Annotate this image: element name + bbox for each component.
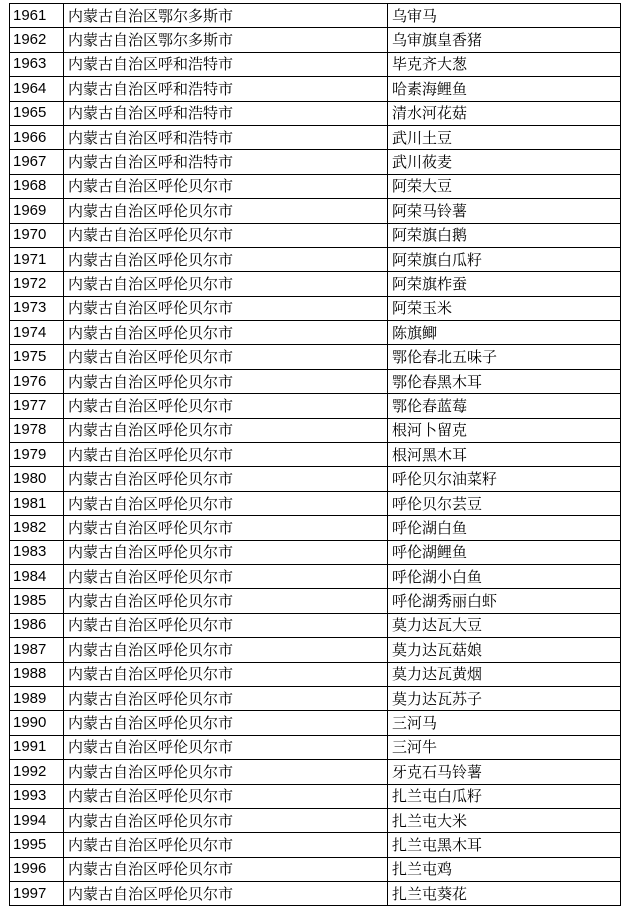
product-cell: 扎兰屯葵花 (388, 882, 621, 906)
region-cell: 内蒙古自治区呼伦贝尔市 (64, 394, 388, 418)
table-row (10, 4, 621, 28)
product-cell: 武川莜麦 (388, 150, 621, 174)
table-row (10, 467, 621, 491)
region-cell: 内蒙古自治区呼伦贝尔市 (64, 686, 388, 710)
region-cell: 内蒙古自治区呼伦贝尔市 (64, 174, 388, 198)
row-number-cell: 1984 (10, 564, 64, 588)
row-number-cell: 1997 (10, 882, 64, 906)
product-cell: 鄂伦春蓝莓 (388, 394, 621, 418)
region-cell: 内蒙古自治区鄂尔多斯市 (64, 4, 388, 28)
region-cell: 内蒙古自治区呼伦贝尔市 (64, 808, 388, 832)
region-cell: 内蒙古自治区呼和浩特市 (64, 125, 388, 149)
row-number-cell: 1980 (10, 467, 64, 491)
table-row (10, 516, 621, 540)
product-cell: 扎兰屯大米 (388, 808, 621, 832)
row-number-cell: 1972 (10, 272, 64, 296)
product-cell: 莫力达瓦菇娘 (388, 638, 621, 662)
region-cell: 内蒙古自治区呼伦贝尔市 (64, 199, 388, 223)
table-row (10, 589, 621, 613)
table-row (10, 613, 621, 637)
row-number-cell: 1973 (10, 296, 64, 320)
row-number-cell: 1962 (10, 28, 64, 52)
region-cell: 内蒙古自治区呼伦贝尔市 (64, 711, 388, 735)
row-number-cell: 1990 (10, 711, 64, 735)
table-row (10, 223, 621, 247)
region-cell: 内蒙古自治区呼伦贝尔市 (64, 784, 388, 808)
row-number-cell: 1985 (10, 589, 64, 613)
region-cell: 内蒙古自治区呼伦贝尔市 (64, 369, 388, 393)
product-cell: 呼伦贝尔油菜籽 (388, 467, 621, 491)
product-cell: 扎兰屯黑木耳 (388, 833, 621, 857)
region-cell: 内蒙古自治区呼伦贝尔市 (64, 662, 388, 686)
table-row (10, 711, 621, 735)
table-row (10, 369, 621, 393)
product-cell: 扎兰屯白瓜籽 (388, 784, 621, 808)
table-row (10, 662, 621, 686)
table-row (10, 296, 621, 320)
row-number-cell: 1978 (10, 418, 64, 442)
product-cell: 鄂伦春北五味子 (388, 345, 621, 369)
product-cell: 陈旗鲫 (388, 321, 621, 345)
table-row (10, 857, 621, 881)
region-cell: 内蒙古自治区呼和浩特市 (64, 101, 388, 125)
region-cell: 内蒙古自治区呼伦贝尔市 (64, 857, 388, 881)
table-row (10, 28, 621, 52)
row-number-cell: 1994 (10, 808, 64, 832)
region-cell: 内蒙古自治区呼伦贝尔市 (64, 321, 388, 345)
table-row (10, 686, 621, 710)
region-cell: 内蒙古自治区呼伦贝尔市 (64, 613, 388, 637)
table-row (10, 247, 621, 271)
row-number-cell: 1977 (10, 394, 64, 418)
product-cell: 乌审马 (388, 4, 621, 28)
region-cell: 内蒙古自治区呼伦贝尔市 (64, 589, 388, 613)
product-cell: 莫力达瓦大豆 (388, 613, 621, 637)
document-page (9, 3, 620, 906)
row-number-cell: 1993 (10, 784, 64, 808)
table-row (10, 125, 621, 149)
product-cell: 武川土豆 (388, 125, 621, 149)
row-number-cell: 1975 (10, 345, 64, 369)
table-row (10, 784, 621, 808)
product-cell: 阿荣马铃薯 (388, 199, 621, 223)
table-row (10, 808, 621, 832)
row-number-cell: 1976 (10, 369, 64, 393)
table-row (10, 540, 621, 564)
table-row (10, 760, 621, 784)
region-cell: 内蒙古自治区呼伦贝尔市 (64, 272, 388, 296)
region-cell: 内蒙古自治区呼伦贝尔市 (64, 296, 388, 320)
table-row (10, 52, 621, 76)
product-cell: 根河黑木耳 (388, 443, 621, 467)
product-cell: 呼伦湖白鱼 (388, 516, 621, 540)
product-cell: 莫力达瓦苏子 (388, 686, 621, 710)
product-cell: 阿荣玉米 (388, 296, 621, 320)
region-cell: 内蒙古自治区呼伦贝尔市 (64, 443, 388, 467)
region-cell: 内蒙古自治区呼伦贝尔市 (64, 516, 388, 540)
product-cell: 三河牛 (388, 735, 621, 759)
product-cell: 哈素海鲤鱼 (388, 77, 621, 101)
table-row (10, 174, 621, 198)
row-number-cell: 1981 (10, 491, 64, 515)
product-cell: 清水河花菇 (388, 101, 621, 125)
region-cell: 内蒙古自治区呼伦贝尔市 (64, 833, 388, 857)
product-cell: 呼伦湖小白鱼 (388, 564, 621, 588)
products-table (9, 3, 621, 906)
table-row (10, 735, 621, 759)
row-number-cell: 1995 (10, 833, 64, 857)
region-cell: 内蒙古自治区呼伦贝尔市 (64, 345, 388, 369)
row-number-cell: 1982 (10, 516, 64, 540)
row-number-cell: 1983 (10, 540, 64, 564)
product-cell: 三河马 (388, 711, 621, 735)
table-row (10, 418, 621, 442)
row-number-cell: 1971 (10, 247, 64, 271)
table-row (10, 638, 621, 662)
table-row (10, 199, 621, 223)
product-cell: 阿荣旗柞蚕 (388, 272, 621, 296)
row-number-cell: 1970 (10, 223, 64, 247)
row-number-cell: 1964 (10, 77, 64, 101)
product-cell: 阿荣旗白鹅 (388, 223, 621, 247)
table-row (10, 101, 621, 125)
region-cell: 内蒙古自治区呼伦贝尔市 (64, 564, 388, 588)
table-row (10, 77, 621, 101)
product-cell: 鄂伦春黑木耳 (388, 369, 621, 393)
product-cell: 呼伦湖秀丽白虾 (388, 589, 621, 613)
product-cell: 扎兰屯鸡 (388, 857, 621, 881)
region-cell: 内蒙古自治区呼伦贝尔市 (64, 223, 388, 247)
row-number-cell: 1987 (10, 638, 64, 662)
row-number-cell: 1966 (10, 125, 64, 149)
row-number-cell: 1996 (10, 857, 64, 881)
row-number-cell: 1989 (10, 686, 64, 710)
table-row (10, 394, 621, 418)
region-cell: 内蒙古自治区呼伦贝尔市 (64, 760, 388, 784)
table-row (10, 882, 621, 906)
row-number-cell: 1991 (10, 735, 64, 759)
table-row (10, 443, 621, 467)
product-cell: 阿荣旗白瓜籽 (388, 247, 621, 271)
row-number-cell: 1974 (10, 321, 64, 345)
product-cell: 呼伦湖鲤鱼 (388, 540, 621, 564)
row-number-cell: 1963 (10, 52, 64, 76)
row-number-cell: 1961 (10, 4, 64, 28)
product-cell: 牙克石马铃薯 (388, 760, 621, 784)
row-number-cell: 1986 (10, 613, 64, 637)
region-cell: 内蒙古自治区呼和浩特市 (64, 77, 388, 101)
row-number-cell: 1988 (10, 662, 64, 686)
table-row (10, 345, 621, 369)
region-cell: 内蒙古自治区鄂尔多斯市 (64, 28, 388, 52)
product-cell: 乌审旗皇香猪 (388, 28, 621, 52)
region-cell: 内蒙古自治区呼和浩特市 (64, 150, 388, 174)
region-cell: 内蒙古自治区呼伦贝尔市 (64, 491, 388, 515)
product-cell: 毕克齐大葱 (388, 52, 621, 76)
region-cell: 内蒙古自治区呼伦贝尔市 (64, 247, 388, 271)
row-number-cell: 1967 (10, 150, 64, 174)
table-row (10, 491, 621, 515)
region-cell: 内蒙古自治区呼伦贝尔市 (64, 638, 388, 662)
row-number-cell: 1969 (10, 199, 64, 223)
region-cell: 内蒙古自治区呼伦贝尔市 (64, 882, 388, 906)
product-cell: 根河卜留克 (388, 418, 621, 442)
region-cell: 内蒙古自治区呼伦贝尔市 (64, 540, 388, 564)
row-number-cell: 1979 (10, 443, 64, 467)
table-row (10, 833, 621, 857)
region-cell: 内蒙古自治区呼和浩特市 (64, 52, 388, 76)
product-cell: 莫力达瓦黄烟 (388, 662, 621, 686)
region-cell: 内蒙古自治区呼伦贝尔市 (64, 735, 388, 759)
table-row (10, 150, 621, 174)
table-row (10, 272, 621, 296)
row-number-cell: 1965 (10, 101, 64, 125)
table-row (10, 564, 621, 588)
product-cell: 呼伦贝尔芸豆 (388, 491, 621, 515)
product-cell: 阿荣大豆 (388, 174, 621, 198)
region-cell: 内蒙古自治区呼伦贝尔市 (64, 418, 388, 442)
table-row (10, 321, 621, 345)
table-body (10, 4, 621, 906)
region-cell: 内蒙古自治区呼伦贝尔市 (64, 467, 388, 491)
row-number-cell: 1968 (10, 174, 64, 198)
row-number-cell: 1992 (10, 760, 64, 784)
